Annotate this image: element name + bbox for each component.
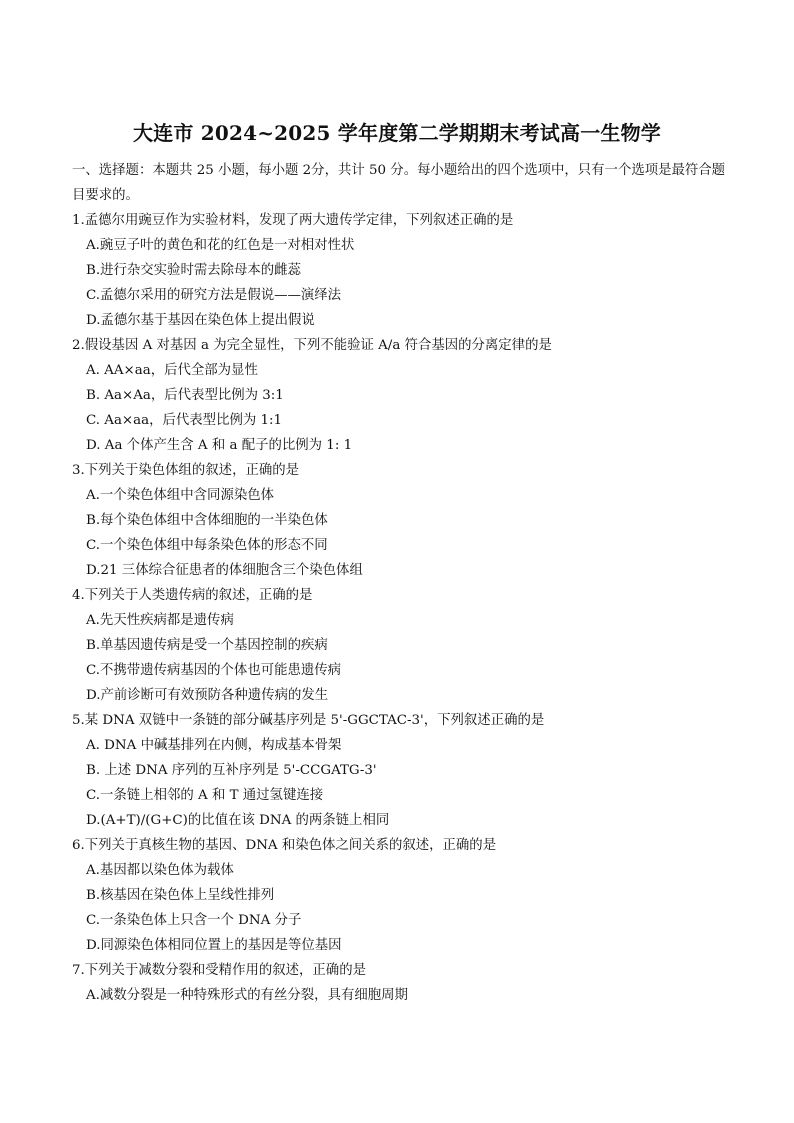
- question: [72, 833, 732, 958]
- option-b: B. Aa×Aa，后代表型比例为 3:1: [86, 388, 284, 403]
- question-stem: 2.假设基因 A 对基因 a 为完全显性，下列不能验证 A/a 符合基因的分离定律的是: [72, 338, 552, 353]
- exam-content: [72, 158, 732, 1008]
- question: [72, 208, 732, 333]
- option-a: A. AA×aa，后代全部为显性: [86, 363, 258, 378]
- option-d: D.同源染色体相同位置上的基因是等位基因: [86, 938, 342, 953]
- exam-title: 大连市 2024~2025 学年度第二学期期末考试高一生物学: [132, 121, 661, 145]
- question-stem: 6.下列关于真核生物的基因、DNA 和染色体之间关系的叙述，正确的是: [72, 838, 497, 853]
- question: [72, 958, 732, 1008]
- option-a: A.减数分裂是一种特殊形式的有丝分裂，具有细胞周期: [86, 988, 408, 1003]
- question-stem: 1.孟德尔用豌豆作为实验材料，发现了两大遗传学定律，下列叙述正确的是: [72, 213, 514, 228]
- section-heading: 一、选择题：本题共 25 小题，每小题 2分，共计 50 分。每小题给出的四个选项中，只有一个选项是最符合题目要求的。: [72, 163, 726, 203]
- question: [72, 583, 732, 708]
- option-a: A.豌豆子叶的黄色和花的红色是一对相对性状: [86, 238, 355, 253]
- option-b: B.单基因遗传病是受一个基因控制的疾病: [86, 638, 328, 653]
- question-stem: 3.下列关于染色体组的叙述，正确的是: [72, 463, 300, 478]
- option-c: C.一条链上相邻的 A 和 T 通过氢键连接: [86, 788, 324, 803]
- option-d: D.孟德尔基于基因在染色体上提出假说: [86, 313, 315, 328]
- option-a: A. DNA 中碱基排列在内侧，构成基本骨架: [86, 738, 342, 753]
- option-a: A.先天性疾病都是遗传病: [86, 613, 234, 628]
- option-b: B.每个染色体组中含体细胞的一半染色体: [86, 513, 328, 528]
- option-c: C.孟德尔采用的研究方法是假说——演绎法: [86, 288, 342, 303]
- question-stem: 7.下列关于减数分裂和受精作用的叙述，正确的是: [72, 963, 366, 978]
- question-stem: 5.某 DNA 双链中一条链的部分碱基序列是 5'-GGCTAC-3'，下列叙述正确的是: [72, 713, 545, 728]
- option-c: C.一个染色体组中每条染色体的形态不同: [86, 538, 328, 553]
- option-b: B.核基因在染色体上呈线性排列: [86, 888, 275, 903]
- option-c: C. Aa×aa，后代表型比例为 1:1: [86, 413, 283, 428]
- option-d: D.(A+T)/(G+C)的比值在该 DNA 的两条链上相同: [86, 813, 390, 828]
- option-d: D. Aa 个体产生含 A 和 a 配子的比例为 1: 1: [86, 438, 353, 453]
- question-stem: 4.下列关于人类遗传病的叙述，正确的是: [72, 588, 313, 603]
- question: [72, 708, 732, 833]
- question: [72, 333, 732, 458]
- option-a: A.基因都以染色体为载体: [86, 863, 234, 878]
- option-c: C.不携带遗传病基因的个体也可能患遗传病: [86, 663, 342, 678]
- option-b: B.进行杂交实验时需去除母本的雌蕊: [86, 263, 301, 278]
- option-c: C.一条染色体上只含一个 DNA 分子: [86, 913, 302, 928]
- option-d: D.21 三体综合征患者的体细胞含三个染色体组: [86, 563, 363, 578]
- option-b: B. 上述 DNA 序列的互补序列是 5'-CCGATG-3': [86, 763, 377, 778]
- question: [72, 458, 732, 583]
- option-d: D.产前诊断可有效预防各种遗传病的发生: [86, 688, 329, 703]
- option-a: A.一个染色体组中含同源染色体: [86, 488, 275, 503]
